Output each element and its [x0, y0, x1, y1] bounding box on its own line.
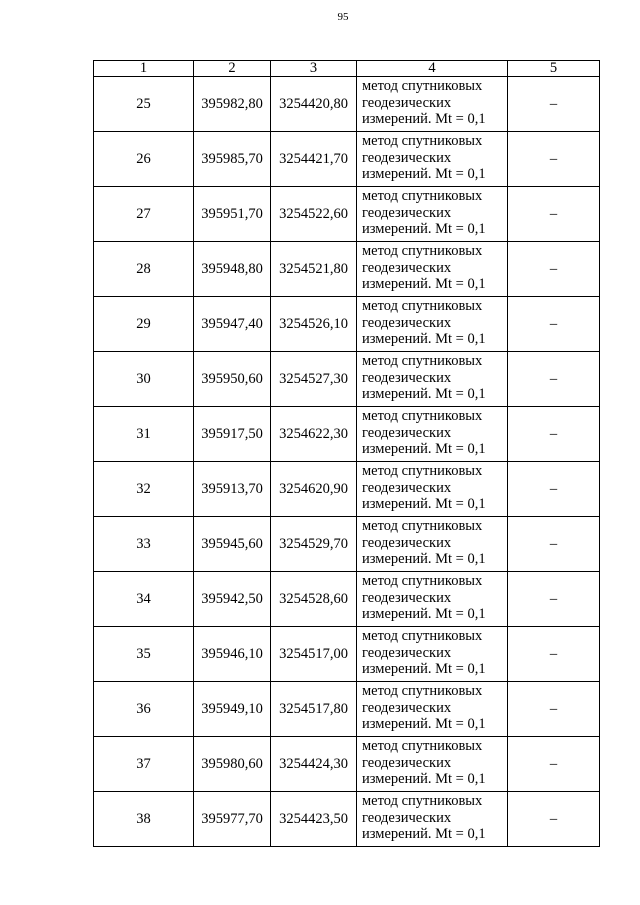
- table-row: [94, 737, 600, 792]
- point-number-cell: 27: [94, 187, 194, 242]
- header-col-2: 2: [194, 61, 271, 77]
- point-number-cell: 32: [94, 462, 194, 517]
- note-cell: –: [508, 242, 600, 297]
- coord-y-cell: 3254420,80: [271, 77, 357, 132]
- table-row: [94, 187, 600, 242]
- coord-y-cell: 3254528,60: [271, 572, 357, 627]
- method-cell: метод спутниковых геодезических измерений. Mt = 0,1: [357, 407, 508, 462]
- note-cell: –: [508, 682, 600, 737]
- header-col-3: 3: [271, 61, 357, 77]
- coord-y-cell: 3254517,00: [271, 627, 357, 682]
- coord-x-cell: 395985,70: [194, 132, 271, 187]
- header-row: [94, 61, 600, 77]
- table-row: [94, 77, 600, 132]
- note-cell: –: [508, 627, 600, 682]
- table-row: [94, 682, 600, 737]
- method-cell: метод спутниковых геодезических измерений. Mt = 0,1: [357, 462, 508, 517]
- method-cell: метод спутниковых геодезических измерений. Mt = 0,1: [357, 627, 508, 682]
- note-cell: –: [508, 352, 600, 407]
- note-cell: –: [508, 737, 600, 792]
- coord-x-cell: 395913,70: [194, 462, 271, 517]
- coord-x-cell: 395946,10: [194, 627, 271, 682]
- coord-x-cell: 395942,50: [194, 572, 271, 627]
- coord-y-cell: 3254620,90: [271, 462, 357, 517]
- header-col-1: 1: [94, 61, 194, 77]
- point-number-cell: 35: [94, 627, 194, 682]
- page-number: 95: [337, 11, 349, 23]
- point-number-cell: 26: [94, 132, 194, 187]
- coordinates-table: [93, 60, 600, 847]
- note-cell: –: [508, 297, 600, 352]
- method-cell: метод спутниковых геодезических измерений. Mt = 0,1: [357, 572, 508, 627]
- coord-y-cell: 3254522,60: [271, 187, 357, 242]
- note-cell: –: [508, 132, 600, 187]
- table-body: [94, 77, 600, 847]
- coord-y-cell: 3254424,30: [271, 737, 357, 792]
- method-cell: метод спутниковых геодезических измерений. Mt = 0,1: [357, 242, 508, 297]
- point-number-cell: 25: [94, 77, 194, 132]
- note-cell: –: [508, 572, 600, 627]
- table-row: [94, 572, 600, 627]
- coord-y-cell: 3254622,30: [271, 407, 357, 462]
- point-number-cell: 31: [94, 407, 194, 462]
- coord-y-cell: 3254527,30: [271, 352, 357, 407]
- method-cell: метод спутниковых геодезических измерений. Mt = 0,1: [357, 737, 508, 792]
- method-cell: метод спутниковых геодезических измерений. Mt = 0,1: [357, 77, 508, 132]
- table-row: [94, 407, 600, 462]
- point-number-cell: 38: [94, 792, 194, 847]
- table-row: [94, 242, 600, 297]
- method-cell: метод спутниковых геодезических измерений. Mt = 0,1: [357, 297, 508, 352]
- coord-x-cell: 395982,80: [194, 77, 271, 132]
- note-cell: –: [508, 517, 600, 572]
- note-cell: –: [508, 77, 600, 132]
- coord-y-cell: 3254421,70: [271, 132, 357, 187]
- note-cell: –: [508, 792, 600, 847]
- table-header: [94, 61, 600, 77]
- coord-x-cell: 395951,70: [194, 187, 271, 242]
- coord-y-cell: 3254423,50: [271, 792, 357, 847]
- table-row: [94, 627, 600, 682]
- table-row: [94, 517, 600, 572]
- table-row: [94, 462, 600, 517]
- method-cell: метод спутниковых геодезических измерений. Mt = 0,1: [357, 517, 508, 572]
- method-cell: метод спутниковых геодезических измерений. Mt = 0,1: [357, 187, 508, 242]
- note-cell: –: [508, 187, 600, 242]
- coord-x-cell: 395917,50: [194, 407, 271, 462]
- header-col-4: 4: [357, 61, 508, 77]
- coord-x-cell: 395980,60: [194, 737, 271, 792]
- coord-x-cell: 395947,40: [194, 297, 271, 352]
- coord-y-cell: 3254517,80: [271, 682, 357, 737]
- method-cell: метод спутниковых геодезических измерений. Mt = 0,1: [357, 132, 508, 187]
- coord-y-cell: 3254526,10: [271, 297, 357, 352]
- coord-y-cell: 3254521,80: [271, 242, 357, 297]
- point-number-cell: 36: [94, 682, 194, 737]
- coord-x-cell: 395977,70: [194, 792, 271, 847]
- coord-x-cell: 395950,60: [194, 352, 271, 407]
- coord-y-cell: 3254529,70: [271, 517, 357, 572]
- coord-x-cell: 395949,10: [194, 682, 271, 737]
- note-cell: –: [508, 407, 600, 462]
- coord-x-cell: 395945,60: [194, 517, 271, 572]
- method-cell: метод спутниковых геодезических измерений. Mt = 0,1: [357, 682, 508, 737]
- method-cell: метод спутниковых геодезических измерений. Mt = 0,1: [357, 352, 508, 407]
- coord-x-cell: 395948,80: [194, 242, 271, 297]
- note-cell: –: [508, 462, 600, 517]
- table-row: [94, 352, 600, 407]
- method-cell: метод спутниковых геодезических измерений. Mt = 0,1: [357, 792, 508, 847]
- table-row: [94, 792, 600, 847]
- point-number-cell: 37: [94, 737, 194, 792]
- point-number-cell: 29: [94, 297, 194, 352]
- point-number-cell: 34: [94, 572, 194, 627]
- header-col-5: 5: [508, 61, 600, 77]
- point-number-cell: 28: [94, 242, 194, 297]
- table-row: [94, 132, 600, 187]
- table-row: [94, 297, 600, 352]
- point-number-cell: 30: [94, 352, 194, 407]
- point-number-cell: 33: [94, 517, 194, 572]
